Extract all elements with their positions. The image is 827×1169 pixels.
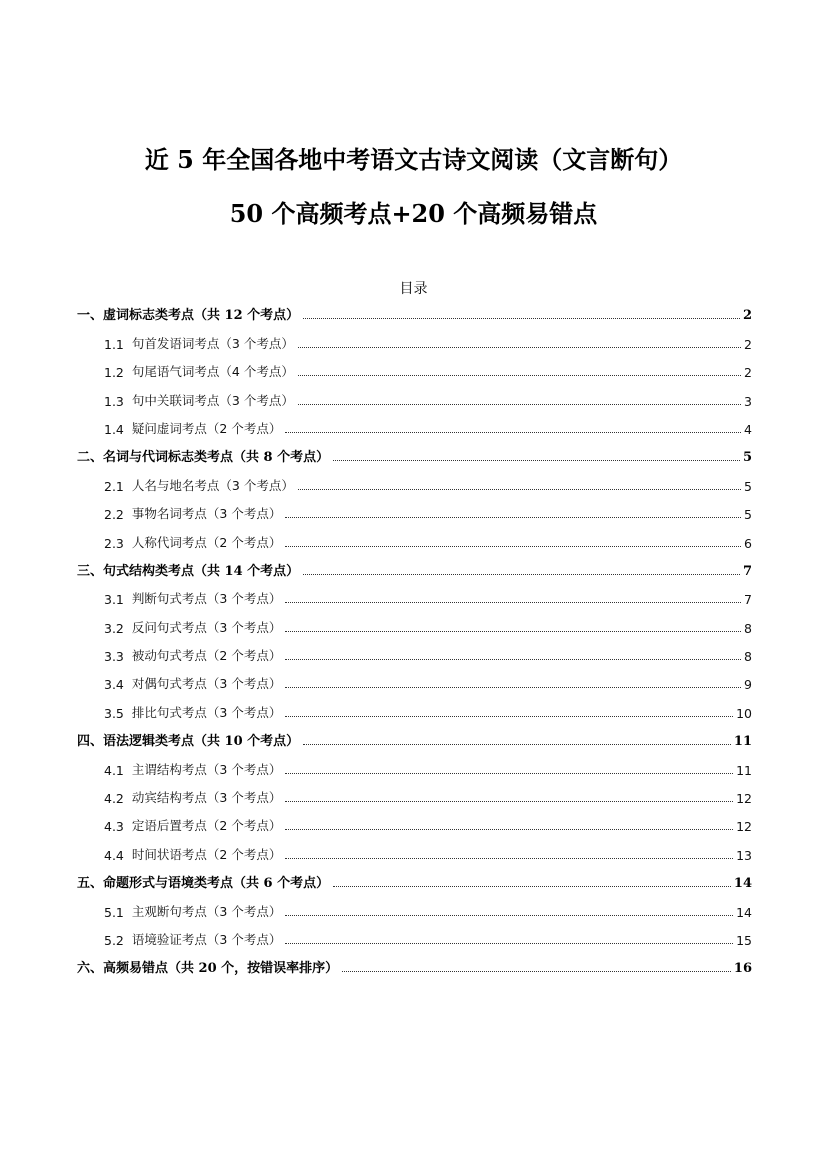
toc-page-number: 5 (742, 450, 752, 466)
toc-section-entry[interactable] (77, 411, 752, 439)
toc-section-entry[interactable] (77, 581, 752, 609)
toc-dot-leader (285, 801, 733, 802)
toc-dot-leader (285, 546, 741, 547)
toc-dot-leader (342, 971, 731, 972)
toc-entry-number: 2.2 (104, 507, 124, 523)
toc-page-number: 14 (733, 876, 752, 892)
toc-section-entry[interactable] (77, 325, 752, 353)
toc-dot-leader (333, 460, 740, 461)
document-title-line-1: 近 5 年全国各地中考语文古诗文阅读（文言断句） (144, 145, 683, 174)
toc-dot-leader (303, 318, 740, 319)
toc-section-entry[interactable] (77, 893, 752, 921)
toc-entry-label: 判断句式考点（3 个考点） (131, 591, 282, 607)
toc-entry-number: 4.3 (104, 819, 124, 835)
toc-entry-number: 4.4 (104, 847, 124, 863)
toc-page-number: 12 (736, 791, 752, 807)
document-title-line-2: 50 个高频考点+20 个高频易错点 (229, 199, 598, 228)
toc-section-entry[interactable] (77, 666, 752, 694)
toc-section-entry[interactable] (77, 922, 752, 950)
toc-page-number: 6 (744, 535, 752, 551)
toc-section-entry[interactable] (77, 354, 752, 382)
toc-dot-leader (285, 602, 741, 603)
toc-dot-leader (285, 517, 741, 518)
toc-dot-leader (333, 886, 731, 887)
toc-entry-label: 反问句式考点（3 个考点） (131, 619, 282, 635)
toc-dot-leader (285, 659, 741, 660)
toc-entry-number: 2.1 (104, 478, 124, 494)
toc-dot-leader (298, 347, 741, 348)
toc-dot-leader (285, 631, 741, 632)
toc-dot-leader (285, 915, 733, 916)
toc-chapter-entry[interactable] (77, 553, 752, 581)
toc-section-entry[interactable] (77, 382, 752, 410)
toc-entry-label: 二、名词与代词标志类考点（共 8 个考点） (77, 450, 330, 466)
toc-dot-leader (298, 404, 741, 405)
toc-entry-label: 对偶句式考点（3 个考点） (131, 676, 282, 692)
toc-entry-label: 句首发语词考点（3 个考点） (131, 335, 294, 351)
toc-page-number: 10 (736, 705, 752, 721)
toc-entry-label: 人名与地名考点（3 个考点） (131, 477, 294, 493)
toc-entry-label: 主观断句考点（3 个考点） (131, 903, 282, 919)
toc-entry-label: 三、句式结构类考点（共 14 个考点） (77, 563, 300, 579)
toc-entry-label: 事物名词考点（3 个考点） (131, 506, 282, 522)
toc-entry-label: 被动句式考点（2 个考点） (131, 648, 282, 664)
toc-page-number: 14 (736, 904, 752, 920)
toc-chapter-entry[interactable] (77, 297, 752, 325)
toc-section-entry[interactable] (77, 751, 752, 779)
toc-section-entry[interactable] (77, 467, 752, 495)
toc-dot-leader (285, 432, 741, 433)
toc-page-number: 8 (744, 620, 752, 636)
toc-entry-label: 一、虚词标志类考点（共 12 个考点） (77, 308, 300, 324)
toc-entry-number: 1.2 (104, 365, 124, 381)
toc-section-entry[interactable] (77, 694, 752, 722)
toc-entry-label: 六、高频易错点（共 20 个，按错误率排序） (77, 961, 339, 977)
toc-entry-number: 2.3 (104, 535, 124, 551)
toc-entry-number: 3.2 (104, 620, 124, 636)
toc-dot-leader (285, 858, 733, 859)
toc-heading: 目录 (399, 281, 428, 297)
toc-entry-label: 疑问虚词考点（2 个考点） (131, 420, 282, 436)
toc-entry-number: 1.4 (104, 421, 124, 437)
toc-dot-leader (285, 687, 741, 688)
toc-chapter-entry[interactable] (77, 950, 752, 978)
toc-entry-number: 4.1 (104, 762, 124, 778)
toc-chapter-entry[interactable] (77, 723, 752, 751)
toc-entry-label: 时间状语考点（2 个考点） (131, 846, 282, 862)
toc-dot-leader (303, 744, 731, 745)
toc-dot-leader (298, 375, 741, 376)
toc-page-number: 2 (744, 365, 752, 381)
toc-page-number: 7 (742, 563, 752, 579)
toc-section-entry[interactable] (77, 496, 752, 524)
toc-chapter-entry[interactable] (77, 439, 752, 467)
toc-page-number: 15 (736, 932, 752, 948)
toc-list (77, 297, 752, 978)
toc-section-entry[interactable] (77, 524, 752, 552)
toc-entry-label: 定语后置考点（2 个考点） (131, 818, 282, 834)
toc-entry-number: 3.3 (104, 649, 124, 665)
toc-dot-leader (285, 773, 733, 774)
toc-page-number: 5 (744, 478, 752, 494)
toc-entry-number: 3.4 (104, 677, 124, 693)
toc-entry-label: 语境验证考点（3 个考点） (131, 931, 282, 947)
toc-entry-label: 排比句式考点（3 个考点） (131, 704, 282, 720)
toc-page-number: 8 (744, 649, 752, 665)
toc-dot-leader (285, 829, 733, 830)
toc-entry-label: 句尾语气词考点（4 个考点） (131, 364, 294, 380)
toc-section-entry[interactable] (77, 609, 752, 637)
toc-page-number: 7 (744, 592, 752, 608)
toc-page-number: 5 (744, 507, 752, 523)
toc-entry-number: 5.2 (104, 932, 124, 948)
toc-entry-label: 主谓结构考点（3 个考点） (131, 761, 282, 777)
toc-page-number: 2 (742, 308, 752, 324)
toc-dot-leader (303, 574, 740, 575)
toc-page-number: 11 (733, 734, 752, 750)
toc-entry-label: 四、语法逻辑类考点（共 10 个考点） (77, 734, 300, 750)
toc-page-number: 13 (736, 847, 752, 863)
toc-entry-label: 人称代词考点（2 个考点） (131, 534, 282, 550)
toc-page-number: 9 (744, 677, 752, 693)
toc-entry-number: 5.1 (104, 904, 124, 920)
toc-page-number: 12 (736, 819, 752, 835)
toc-page-number: 16 (733, 961, 752, 977)
toc-entry-label: 动宾结构考点（3 个考点） (131, 790, 282, 806)
toc-entry-number: 3.1 (104, 592, 124, 608)
toc-page-number: 2 (744, 336, 752, 352)
toc-entry-number: 1.3 (104, 393, 124, 409)
toc-dot-leader (285, 716, 733, 717)
toc-entry-label: 句中关联词考点（3 个考点） (131, 392, 294, 408)
toc-chapter-entry[interactable] (77, 865, 752, 893)
toc-entry-label: 五、命题形式与语境类考点（共 6 个考点） (77, 876, 330, 892)
toc-entry-number: 3.5 (104, 705, 124, 721)
toc-section-entry[interactable] (77, 638, 752, 666)
toc-section-entry[interactable] (77, 836, 752, 864)
toc-page-number: 11 (736, 762, 752, 778)
toc-entry-number: 1.1 (104, 336, 124, 352)
toc-section-entry[interactable] (77, 780, 752, 808)
toc-dot-leader (298, 489, 741, 490)
toc-dot-leader (285, 943, 733, 944)
toc-entry-number: 4.2 (104, 791, 124, 807)
toc-section-entry[interactable] (77, 808, 752, 836)
toc-page-number: 4 (744, 421, 752, 437)
toc-page-number: 3 (744, 393, 752, 409)
